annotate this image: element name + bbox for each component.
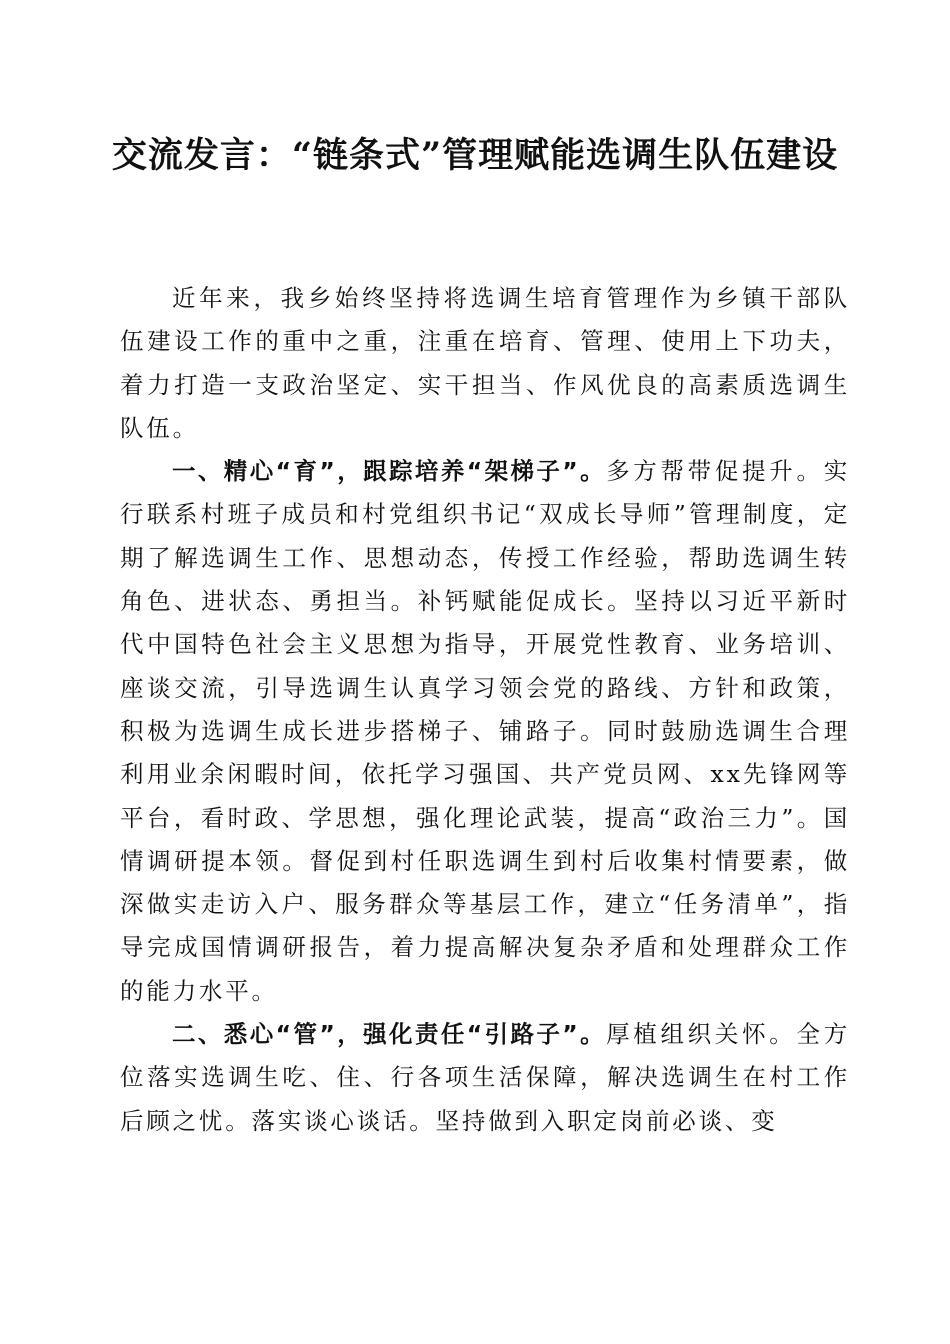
document-title: 交流发言：“链条式”管理赋能选调生队伍建设 xyxy=(111,135,839,176)
section-2-text: 厚植组织关怀。全方位落实选调生吃、住、行各项生活保障，解决选调生在村工作后顾之忧。落实谈心谈话。坚持做到入职定岗前必谈、变 xyxy=(120,1020,850,1135)
section-2-heading: 二、悉心“管”，强化责任“引路子”。 xyxy=(172,1020,607,1049)
paragraph-intro-text: 近年来，我乡始终坚持将选调生培育管理作为乡镇干部队伍建设工作的重中之重，注重在培育、管理、使用上下功夫，着力打造一支政治坚定、实干担当、作风优良的高素质选调生队伍。 xyxy=(120,284,850,442)
paragraph-intro xyxy=(120,277,850,450)
document-body xyxy=(120,277,850,1143)
paragraph-section-2 xyxy=(120,1013,850,1143)
section-1-text: 多方帮带促提升。实行联系村班子成员和村党组织书记“双成长导师”管理制度，定期了解选调生工作、思想动态，传授工作经验，帮助选调生转角色、进状态、勇担当。补钙赋能促成长。坚持以习近平新时代中国特色社会主义思想为指导，开展党性教育、业务培训、座谈交流，引导选调生认真学习领会党的路线、方针和政策，积极为选调生成长进步搭梯子、铺路子。同时鼓励选调生合理利用业余闲暇时间，依托学习强国、共产党员网、xx先锋网等平台，看时政、学思想，强化理论武装，提高“政治三力”。国情调研提本领。督促到村任职选调生到村后收集村情要素，做深做实走访入户、服务群众等基层工作，建立“任务清单”，指导完成国情调研报告，着力提高解决复杂矛盾和处理群众工作的能力水平。 xyxy=(120,457,850,1005)
paragraph-section-1 xyxy=(120,450,850,1013)
section-1-heading: 一、精心“育”，跟踪培养“架梯子”。 xyxy=(172,457,607,486)
